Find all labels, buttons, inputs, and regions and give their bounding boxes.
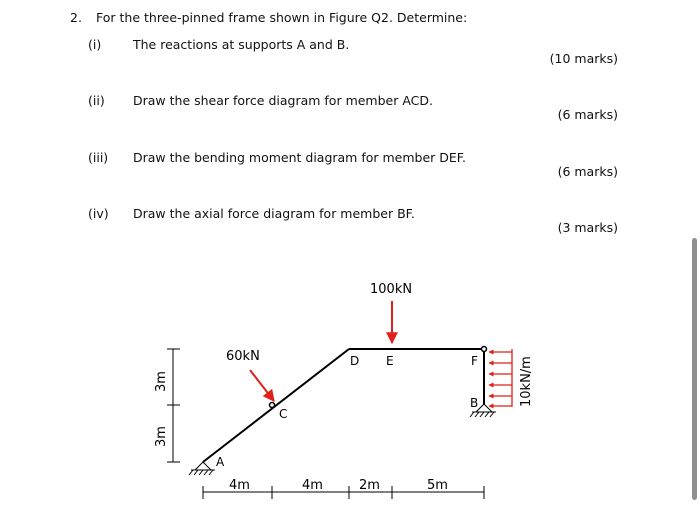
part-numeral: (i)	[88, 37, 102, 52]
member-acd	[203, 349, 349, 462]
dim-4m-cd: 4m	[302, 478, 323, 493]
part-text: Draw the shear force diagram for member ACD.	[133, 93, 434, 108]
load-60kn-label: 60kN	[226, 349, 260, 364]
label-c: C	[279, 407, 288, 421]
question-number: 2.	[70, 10, 82, 25]
dim-2m-de: 2m	[359, 478, 380, 493]
udl-label: 10kN/m	[519, 356, 534, 407]
part-text: Draw the bending moment diagram for member DEF.	[133, 150, 466, 165]
udl-icon	[489, 349, 512, 407]
part-numeral: (iv)	[88, 206, 109, 221]
part-numeral: (iii)	[88, 150, 109, 165]
support-a-icon	[189, 462, 215, 475]
question-text: For the three-pinned frame shown in Figure Q2. Determine:	[96, 10, 468, 25]
pin-c-icon	[270, 403, 275, 408]
label-f: F	[471, 354, 478, 368]
dim-3m-upper: 3m	[154, 371, 169, 392]
part-text: The reactions at supports A and B.	[133, 37, 350, 52]
marks-label: (3 marks)	[557, 220, 618, 235]
label-a: A	[216, 455, 225, 469]
load-100kn-label: 100kN	[370, 282, 413, 297]
vertical-scrollbar[interactable]	[692, 238, 697, 500]
dim-4m-ac: 4m	[229, 478, 250, 493]
pin-f-icon	[482, 347, 487, 352]
marks-label: (6 marks)	[557, 107, 618, 122]
load-60kn-arrow-icon	[250, 370, 274, 401]
dim-3m-lower: 3m	[154, 426, 169, 447]
part-text: Draw the axial force diagram for member BF.	[133, 206, 415, 221]
part-numeral: (ii)	[88, 93, 105, 108]
marks-label: (6 marks)	[557, 164, 618, 179]
label-e: E	[386, 354, 394, 368]
dim-5m-ef: 5m	[427, 478, 448, 493]
frame-members	[203, 349, 484, 462]
label-d: D	[350, 354, 360, 368]
marks-label: (10 marks)	[549, 51, 618, 66]
label-b: B	[470, 396, 479, 410]
